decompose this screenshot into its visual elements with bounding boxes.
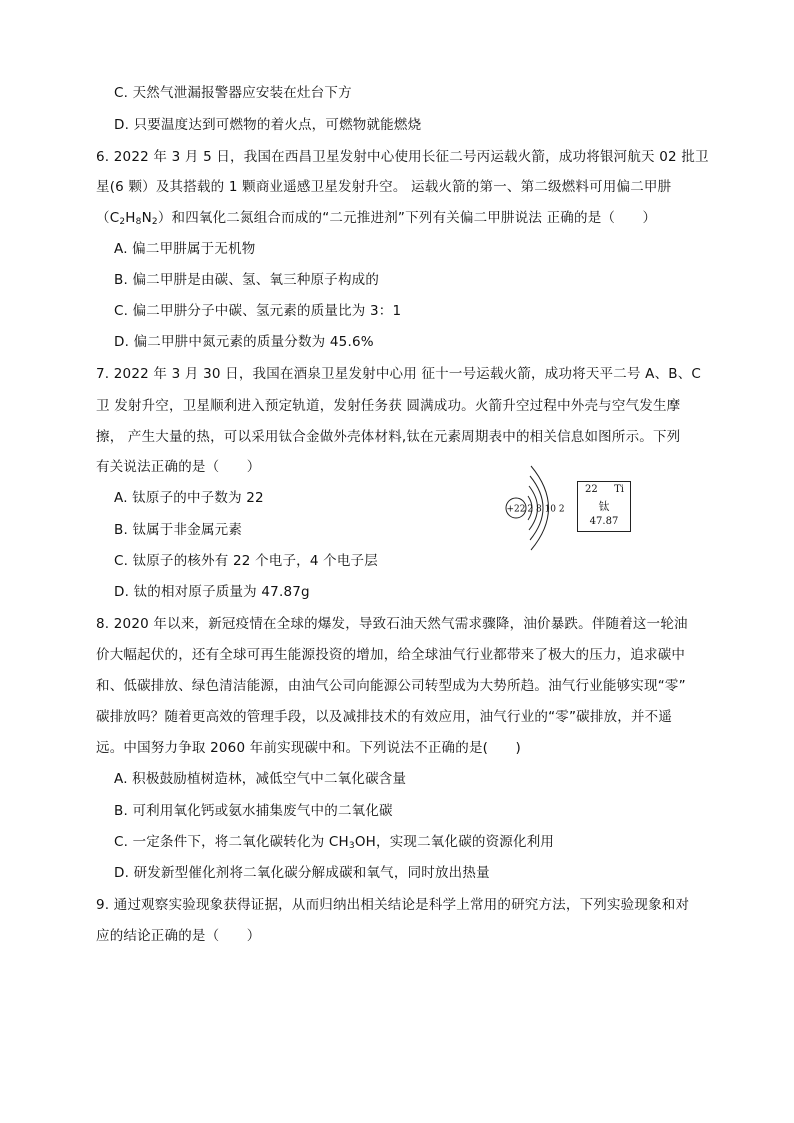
q6-option-b: B. 偏二甲肼是由碳、氢、氧三种原子构成的 <box>114 272 380 288</box>
q6-stem-line1: 6. 2022 年 3 月 5 日，我国在西昌卫星发射中心使用长征二号丙运载火箭，成功将银河航天 02 批卫 <box>96 149 709 165</box>
q8-option-b: B. 可利用氧化钙或氨水捕集废气中的二氧化碳 <box>114 803 393 819</box>
q6-stem-line2: 星(6 颗）及其搭载的 1 颗商业遥感卫星发射升空。 运载火箭的第一、第二级燃料可用偏二甲肼 <box>96 179 672 195</box>
q7-stem-line3: 擦， 产生大量的热，可以采用钛合金做外壳体材料,钛在元素周期表中的相关信息如图所示。下列 <box>96 429 681 445</box>
q6-formula-h: H <box>125 210 136 226</box>
q6-option-d: D. 偏二甲肼中氮元素的质量分数为 45.6% <box>114 334 374 350</box>
q8-option-c-pre: C. 一定条件下，将二氧化碳转化为 CH <box>114 834 349 850</box>
q8-stem-line3: 和、低碳排放、绿色清洁能源，由油气公司向能源公司转型成为大势所趋。油气行业能够实现“零” <box>96 678 686 694</box>
q8-option-a: A. 积极鼓励植树造林，减低空气中二氧化碳含量 <box>114 771 407 787</box>
q5-option-d: D. 只要温度达到可燃物的着火点，可燃物就能燃烧 <box>114 117 422 133</box>
q7-option-c: C. 钛原子的核外有 22 个电子，4 个电子层 <box>114 553 378 569</box>
q5-option-c: C. 天然气泄漏报警器应安装在灶台下方 <box>114 85 352 101</box>
element-symbol: Ti <box>614 484 624 495</box>
q6-formula-sub: 2 <box>119 217 126 227</box>
q9-stem-line1: 9. 通过观察实验现象获得证据，从而归纳出相关结论是科学上常用的研究方法，下列实验现象和对 <box>96 897 690 913</box>
q9-stem-line2: 应的结论正确的是（ ） <box>96 928 261 944</box>
q6-stem-line3 <box>96 208 656 232</box>
q6-formula-n: N <box>141 210 152 226</box>
q8-option-c-sub: 3 <box>348 841 355 851</box>
q8-option-c <box>114 832 554 856</box>
q6-formula-open: （C <box>96 210 120 226</box>
nucleus-charge: +22 <box>506 504 526 515</box>
q8-stem-line4: 碳排放吗？随着更高效的管理手段，以及减排技术的有效应用，油气行业的“零”碳排放，并不遥 <box>96 709 673 725</box>
element-name: 钛 <box>598 500 610 513</box>
atomic-mass: 47.87 <box>589 516 619 527</box>
q6-stem-rest: ）和四氧化二氮组合而成的“二元推进剂”下列有关偏二甲肼说法 正确的是（ ） <box>157 210 657 226</box>
q6-option-c: C. 偏二甲肼分子中碳、氢元素的质量比为 3：1 <box>114 303 402 319</box>
q7-option-a: A. 钛原子的中子数为 22 <box>114 490 264 506</box>
electron-counts: 2 8 10 2 <box>527 504 565 515</box>
q7-option-d: D. 钛的相对原子质量为 47.87g <box>114 584 310 600</box>
q6-option-a: A. 偏二甲肼属于无机物 <box>114 241 256 257</box>
q7-option-b: B. 钛属于非金属元素 <box>114 522 243 538</box>
q7-stem-line4: 有关说法正确的是（ ） <box>96 459 261 475</box>
q7-stem-line1: 7. 2022 年 3 月 30 日，我国在酒泉卫星发射中心用 征十一号运载火箭，成功将天平二号 A、B、C <box>96 366 702 382</box>
q8-stem-line5: 远。中国努力争取 2060 年前实现碳中和。下列说法不正确的是( ) <box>96 740 521 756</box>
q6-formula-sub: 2 <box>151 217 158 227</box>
q8-stem-line2: 价大幅起伏的，还有全球可再生能源投资的增加，给全球油气行业都带来了极大的压力，追求碳中 <box>96 647 686 663</box>
element-card-titanium <box>577 481 631 532</box>
q8-option-d: D. 研发新型催化剂将二氧化碳分解成碳和氧气，同时放出热量 <box>114 865 490 881</box>
q6-formula-sub: 8 <box>135 217 142 227</box>
q8-stem-line1: 8. 2020 年以来，新冠疫情在全球的爆发，导致石油天然气需求骤降，油价暴跌。伴随着这一轮油 <box>96 616 688 632</box>
q8-option-c-post: OH，实现二氧化碳的资源化利用 <box>354 834 555 850</box>
atomic-number: 22 <box>585 484 598 495</box>
q7-stem-line2: 卫 发射升空，卫星顺利进入预定轨道，发射任务获 圆满成功。火箭升空过程中外壳与空气发生摩 <box>96 398 681 414</box>
